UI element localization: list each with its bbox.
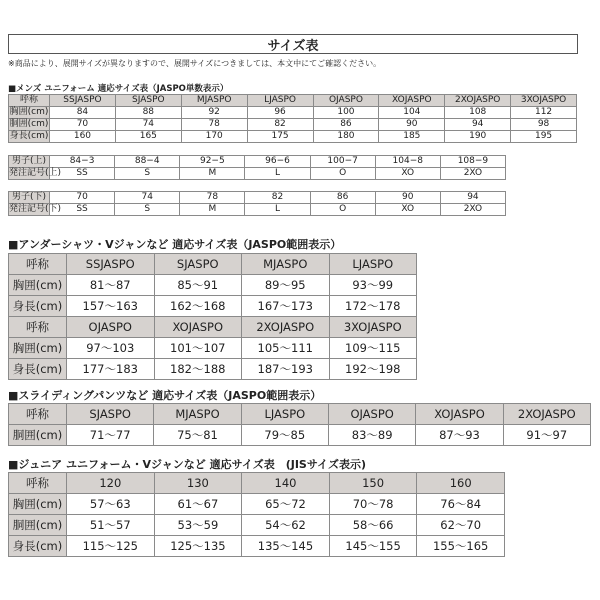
column-header: XOJASPO (154, 317, 242, 338)
column-header: SJASPO (154, 254, 242, 275)
table-cell: M (180, 168, 245, 180)
table-cell: 79〜85 (241, 425, 328, 446)
table-cell: 108 (445, 107, 511, 119)
table-cell: L (245, 204, 310, 216)
table-cell: 112 (511, 107, 577, 119)
column-header: MJASPO (242, 254, 330, 275)
table-row (9, 425, 591, 446)
table-cell: S (115, 204, 180, 216)
table-cell: 76〜84 (417, 494, 505, 515)
table-cell: 177〜183 (67, 359, 155, 380)
column-header: OJASPO (328, 404, 415, 425)
table-cell: XO (375, 168, 440, 180)
table-cell: 115〜125 (67, 536, 155, 557)
table-cell: 78 (180, 192, 245, 204)
table-cell: XO (375, 204, 440, 216)
table-cell: 190 (445, 131, 511, 143)
table-cell: 74 (115, 192, 180, 204)
table-cell: 83〜89 (328, 425, 415, 446)
table-cell: 180 (313, 131, 379, 143)
row-label: 呼称 (9, 254, 67, 275)
column-header: XOJASPO (379, 95, 445, 107)
row-label: 胸囲(cm) (9, 275, 67, 296)
table-cell: 108−9 (440, 156, 505, 168)
table-row (9, 168, 506, 180)
table-cell: 86 (310, 192, 375, 204)
table-cell: 84−3 (50, 156, 115, 168)
table-cell: 70〜78 (329, 494, 417, 515)
table-cell: O (310, 204, 375, 216)
table-cell: 100 (313, 107, 379, 119)
table-row (9, 156, 506, 168)
mens-upper-table (8, 155, 506, 180)
table-cell: 96−6 (245, 156, 310, 168)
mens-size-table (8, 94, 577, 143)
table-cell: 84 (50, 107, 116, 119)
column-header: 150 (329, 473, 417, 494)
column-header: 160 (417, 473, 505, 494)
column-header: 130 (154, 473, 242, 494)
table-cell: 157〜163 (67, 296, 155, 317)
undershirt-table-2 (8, 316, 417, 380)
row-label: 胴囲(cm) (9, 119, 49, 129)
sliding-heading: ■スライディングパンツなど 適応サイズ表（JASPO範囲表示） (8, 389, 322, 402)
row-label: 発注記号(下) (9, 204, 62, 214)
junior-heading: ■ジュニア ユニフォーム・Vジャンなど 適応サイズ表 (JISサイズ表示) (8, 458, 366, 471)
table-row (9, 131, 577, 143)
table-cell: 90 (379, 119, 445, 131)
table-cell: 94 (445, 119, 511, 131)
table-cell: 192〜198 (329, 359, 417, 380)
row-label: 身長(cm) (9, 131, 49, 141)
table-cell: 85〜91 (154, 275, 242, 296)
column-header: MJASPO (181, 95, 247, 107)
table-cell: 97〜103 (67, 338, 155, 359)
table-row (9, 204, 506, 216)
table-cell: 162〜168 (154, 296, 242, 317)
row-label: 胸囲(cm) (9, 338, 67, 359)
table-cell: S (115, 168, 180, 180)
table-row (9, 192, 506, 204)
row-label: 胴囲(cm) (9, 425, 67, 446)
table-cell: 90 (375, 192, 440, 204)
column-header: SJASPO (67, 404, 154, 425)
table-cell: 51〜57 (67, 515, 155, 536)
table-cell: 88 (115, 107, 181, 119)
table-cell: 187〜193 (242, 359, 330, 380)
row-label: 胸囲(cm) (9, 107, 49, 117)
table-cell: 70 (50, 119, 116, 131)
table-row (9, 296, 417, 317)
row-label: 呼称 (9, 404, 67, 425)
table-cell: 98 (511, 119, 577, 131)
table-header-row (9, 95, 577, 107)
table-cell: M (180, 204, 245, 216)
table-cell: 87〜93 (416, 425, 503, 446)
row-label: 胸囲(cm) (9, 494, 67, 515)
table-cell: 172〜178 (329, 296, 417, 317)
table-cell: 54〜62 (242, 515, 330, 536)
table-row (9, 107, 577, 119)
row-label: 身長(cm) (9, 296, 67, 317)
mens-lower-table (8, 191, 506, 216)
table-cell: 195 (511, 131, 577, 143)
table-cell: 167〜173 (242, 296, 330, 317)
table-row (9, 515, 505, 536)
table-header-row (9, 254, 417, 275)
table-cell: 101〜107 (154, 338, 242, 359)
table-cell: O (310, 168, 375, 180)
table-header-row (9, 317, 417, 338)
table-cell: 109〜115 (329, 338, 417, 359)
row-label: 身長(cm) (9, 359, 67, 380)
table-cell: 104−8 (375, 156, 440, 168)
size-note: ※商品により、展開サイズが異なりますので、展開サイズにつきましては、本文中にてご確認ください。 (8, 59, 382, 68)
table-cell: 2XO (440, 168, 505, 180)
table-cell: 70 (50, 192, 115, 204)
table-row (9, 494, 505, 515)
junior-size-table (8, 472, 505, 557)
table-cell: 75〜81 (154, 425, 241, 446)
table-cell: 93〜99 (329, 275, 417, 296)
row-label: 胴囲(cm) (9, 515, 67, 536)
column-header: LJASPO (329, 254, 417, 275)
column-header: 3XOJASPO (329, 317, 417, 338)
table-cell: 100−7 (310, 156, 375, 168)
table-row (9, 359, 417, 380)
table-cell: 135〜145 (242, 536, 330, 557)
table-cell: SS (50, 204, 115, 216)
column-header: 2XOJASPO (445, 95, 511, 107)
table-cell: 57〜63 (67, 494, 155, 515)
table-cell: 91〜97 (503, 425, 590, 446)
column-header: 2XOJASPO (242, 317, 330, 338)
undershirt-heading: ■アンダーシャツ・Vジャンなど 適応サイズ表（JASPO範囲表示） (8, 238, 342, 251)
table-cell: 175 (247, 131, 313, 143)
column-header: OJASPO (67, 317, 155, 338)
column-header: 2XOJASPO (503, 404, 590, 425)
row-label: 身長(cm) (9, 536, 67, 557)
table-header-row (9, 404, 591, 425)
table-cell: L (245, 168, 310, 180)
column-header: XOJASPO (416, 404, 503, 425)
table-cell: 165 (115, 131, 181, 143)
row-label: 発注記号(上) (9, 168, 62, 178)
table-cell: 155〜165 (417, 536, 505, 557)
table-cell: 62〜70 (417, 515, 505, 536)
sliding-pants-table (8, 403, 591, 446)
column-header: MJASPO (154, 404, 241, 425)
table-cell: 82 (245, 192, 310, 204)
table-cell: 94 (440, 192, 505, 204)
table-header-row (9, 473, 505, 494)
row-label: 呼称 (9, 317, 67, 338)
table-cell: 185 (379, 131, 445, 143)
page-title: サイズ表 (8, 34, 578, 54)
table-cell: 71〜77 (67, 425, 154, 446)
table-cell: SS (50, 168, 115, 180)
table-cell: 145〜155 (329, 536, 417, 557)
table-cell: 160 (50, 131, 116, 143)
column-header: SJASPO (115, 95, 181, 107)
table-row (9, 536, 505, 557)
table-row (9, 275, 417, 296)
column-header: OJASPO (313, 95, 379, 107)
row-label: 男子(上) (9, 156, 50, 168)
table-cell: 61〜67 (154, 494, 242, 515)
table-cell: 104 (379, 107, 445, 119)
row-label: 呼称 (9, 95, 50, 107)
row-label: 呼称 (9, 473, 67, 494)
column-header: LJASPO (241, 404, 328, 425)
mens-heading: ■メンズ ユニフォーム 適応サイズ表（JASPO単数表示） (8, 84, 229, 94)
column-header: 3XOJASPO (511, 95, 577, 107)
column-header: SSJASPO (67, 254, 155, 275)
column-header: LJASPO (247, 95, 313, 107)
table-row (9, 119, 577, 131)
table-cell: 125〜135 (154, 536, 242, 557)
table-cell: 92 (181, 107, 247, 119)
table-cell: 53〜59 (154, 515, 242, 536)
table-cell: 82 (247, 119, 313, 131)
table-cell: 89〜95 (242, 275, 330, 296)
table-cell: 65〜72 (242, 494, 330, 515)
table-cell: 74 (115, 119, 181, 131)
table-cell: 182〜188 (154, 359, 242, 380)
table-cell: 78 (181, 119, 247, 131)
column-header: SSJASPO (50, 95, 116, 107)
undershirt-table-1 (8, 253, 417, 317)
table-cell: 88−4 (115, 156, 180, 168)
column-header: 120 (67, 473, 155, 494)
table-cell: 105〜111 (242, 338, 330, 359)
row-label: 男子(下) (9, 192, 50, 204)
table-cell: 2XO (440, 204, 505, 216)
table-cell: 58〜66 (329, 515, 417, 536)
table-row (9, 338, 417, 359)
table-cell: 86 (313, 119, 379, 131)
table-cell: 170 (181, 131, 247, 143)
table-cell: 81〜87 (67, 275, 155, 296)
column-header: 140 (242, 473, 330, 494)
table-cell: 96 (247, 107, 313, 119)
table-cell: 92−5 (180, 156, 245, 168)
